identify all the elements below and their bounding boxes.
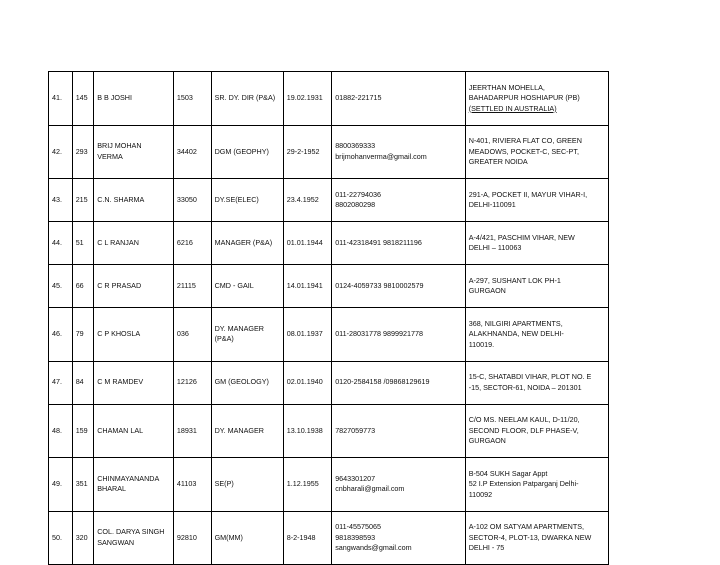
member-id-cell: 79 [72, 308, 94, 362]
date-of-birth-cell: 23.4.1952 [283, 179, 331, 222]
table-body [49, 72, 609, 565]
designation-cell: GM(MM) [211, 511, 283, 565]
designation-cell: SR. DY. DIR (P&A) [211, 72, 283, 126]
member-id-cell: 51 [72, 222, 94, 265]
contact-cell: 8800369333 brijmohanverma@gmail.com [332, 125, 466, 179]
designation-cell: DGM (GEOPHY) [211, 125, 283, 179]
contact-cell: 011-42318491 9818211196 [332, 222, 466, 265]
name-cell: C P KHOSLA [94, 308, 174, 362]
name-cell: C L RANJAN [94, 222, 174, 265]
date-of-birth-cell: 14.01.1941 [283, 265, 331, 308]
address-cell [465, 308, 608, 362]
serial-number-cell: 47. [49, 361, 73, 404]
table-row [49, 511, 609, 565]
designation-cell: DY.SE(ELEC) [211, 179, 283, 222]
employee-code-cell: 34402 [173, 125, 211, 179]
table-row [49, 179, 609, 222]
date-of-birth-cell: 01.01.1944 [283, 222, 331, 265]
employee-code-cell: 036 [173, 308, 211, 362]
name-cell: C M RAMDEV [94, 361, 174, 404]
designation-cell: CMD - GAIL [211, 265, 283, 308]
name-cell: CHAMAN LAL [94, 404, 174, 458]
table-row [49, 265, 609, 308]
address-text: 291-A, POCKET II, MAYUR VIHAR-I, DELHI-110091 [468, 189, 588, 209]
address-cell [465, 265, 608, 308]
address-text: N-401, RIVIERA FLAT CO, GREEN MEADOWS, POCKET-C, SEC-PT, GREATER NOIDA [468, 136, 582, 166]
employee-code-cell: 33050 [173, 179, 211, 222]
designation-cell: GM (GEOLOGY) [211, 361, 283, 404]
address-text: A-102 OM SATYAM APARTMENTS, SECTOR-4, PLOT-13, DWARKA NEW DELHI - 75 [468, 522, 592, 552]
member-id-cell: 320 [72, 511, 94, 565]
employee-code-cell: 6216 [173, 222, 211, 265]
name-cell: CHINMAYANANDA BHARAL [94, 458, 174, 512]
name-cell: B B JOSHI [94, 72, 174, 126]
date-of-birth-cell: 19.02.1931 [283, 72, 331, 126]
serial-number-cell: 41. [49, 72, 73, 126]
serial-number-cell: 42. [49, 125, 73, 179]
table-row [49, 308, 609, 362]
serial-number-cell: 43. [49, 179, 73, 222]
table-row [49, 361, 609, 404]
employee-code-cell: 21115 [173, 265, 211, 308]
member-id-cell: 145 [72, 72, 94, 126]
address-cell [465, 125, 608, 179]
date-of-birth-cell: 29-2-1952 [283, 125, 331, 179]
address-cell [465, 179, 608, 222]
designation-cell: SE(P) [211, 458, 283, 512]
employee-code-cell: 92810 [173, 511, 211, 565]
table-row [49, 404, 609, 458]
serial-number-cell: 45. [49, 265, 73, 308]
address-note: (SETTLED IN AUSTRALIA) [468, 103, 557, 113]
employee-code-cell: 41103 [173, 458, 211, 512]
member-directory-table [48, 71, 609, 565]
member-id-cell: 293 [72, 125, 94, 179]
date-of-birth-cell: 1.12.1955 [283, 458, 331, 512]
designation-cell: MANAGER (P&A) [211, 222, 283, 265]
employee-code-cell: 18931 [173, 404, 211, 458]
name-cell: BRIJ MOHAN VERMA [94, 125, 174, 179]
name-cell: C.N. SHARMA [94, 179, 174, 222]
contact-cell: 011-22794036 8802080298 [332, 179, 466, 222]
address-text: 368, NILGIRI APARTMENTS, ALAKHNANDA, NEW DELHI- 110019. [468, 318, 564, 349]
serial-number-cell: 49. [49, 458, 73, 512]
member-id-cell: 159 [72, 404, 94, 458]
serial-number-cell: 46. [49, 308, 73, 362]
date-of-birth-cell: 08.01.1937 [283, 308, 331, 362]
contact-cell: 0120-2584158 /09868129619 [332, 361, 466, 404]
address-cell [465, 361, 608, 404]
table-row [49, 222, 609, 265]
date-of-birth-cell: 8-2-1948 [283, 511, 331, 565]
contact-cell: 01882-221715 [332, 72, 466, 126]
employee-code-cell: 1503 [173, 72, 211, 126]
designation-cell: DY. MANAGER [211, 404, 283, 458]
contact-cell: 011-45575065 9818398593 sangwands@gmail.com [332, 511, 466, 565]
employee-code-cell: 12126 [173, 361, 211, 404]
contact-cell: 9643301207 cnbharali@gmail.com [332, 458, 466, 512]
member-id-cell: 351 [72, 458, 94, 512]
address-text: B-504 SUKH Sagar Appt 52 I.P Extension Patparganj Delhi- 110092 [468, 468, 579, 499]
serial-number-cell: 50. [49, 511, 73, 565]
address-cell [465, 511, 608, 565]
address-text: A-297, SUSHANT LOK PH-1 GURGAON [468, 275, 561, 295]
address-text: JEERTHAN MOHELLA, BAHADARPUR HOSHIAPUR (PB) [468, 82, 580, 102]
address-cell [465, 222, 608, 265]
table-row [49, 72, 609, 126]
contact-cell: 7827059773 [332, 404, 466, 458]
name-cell: COL. DARYA SINGH SANGWAN [94, 511, 174, 565]
table-row [49, 458, 609, 512]
serial-number-cell: 44. [49, 222, 73, 265]
contact-cell: 011-28031778 9899921778 [332, 308, 466, 362]
date-of-birth-cell: 13.10.1938 [283, 404, 331, 458]
member-id-cell: 215 [72, 179, 94, 222]
member-id-cell: 84 [72, 361, 94, 404]
address-text: A-4/421, PASCHIM VIHAR, NEW DELHI – 110063 [468, 232, 575, 252]
contact-cell: 0124-4059733 9810002579 [332, 265, 466, 308]
table-row [49, 125, 609, 179]
designation-cell: DY. MANAGER (P&A) [211, 308, 283, 362]
address-cell [465, 404, 608, 458]
address-cell [465, 72, 608, 126]
address-text: 15-C, SHATABDI VIHAR, PLOT NO. E -15, SECTOR-61, NOIDA – 201301 [468, 372, 592, 392]
date-of-birth-cell: 02.01.1940 [283, 361, 331, 404]
address-text: C/O MS. NEELAM KAUL, D-11/20, SECOND FLOOR, DLF PHASE-V, GURGAON [468, 415, 580, 445]
name-cell: C R PRASAD [94, 265, 174, 308]
serial-number-cell: 48. [49, 404, 73, 458]
member-id-cell: 66 [72, 265, 94, 308]
address-cell [465, 458, 608, 512]
